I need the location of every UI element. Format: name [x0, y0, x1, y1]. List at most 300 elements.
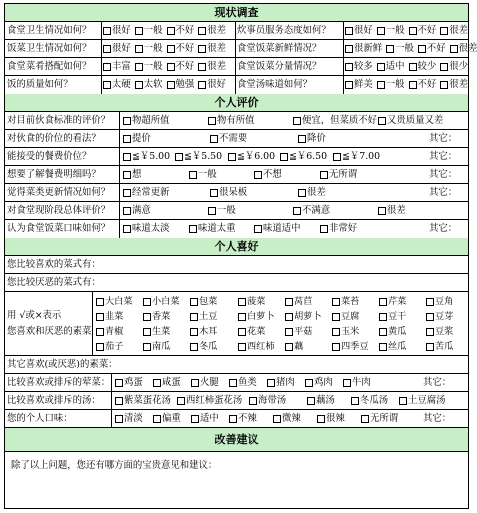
vegetable-option[interactable] — [143, 310, 170, 323]
vegetable-option[interactable] — [379, 295, 406, 308]
taste-option[interactable] — [273, 414, 301, 423]
vegetable-name: 豆干 — [388, 310, 407, 322]
option-label: 鱼类 — [238, 376, 257, 388]
vegetable-row — [92, 295, 468, 308]
checkbox[interactable] — [426, 328, 434, 336]
checkbox[interactable] — [123, 153, 131, 161]
vegetable-option[interactable] — [96, 325, 123, 338]
status-option[interactable] — [377, 26, 405, 35]
checkbox[interactable] — [175, 153, 183, 161]
status-options-left — [101, 22, 235, 39]
vegetable-name: 冬瓜 — [199, 340, 218, 352]
option-label: 丰富 — [112, 60, 131, 72]
checkbox[interactable] — [345, 45, 353, 53]
option-label: 牛肉 — [352, 376, 371, 388]
other-vegetables-row[interactable] — [5, 356, 468, 374]
evaluation-question: 能接受的餐费价位？ — [7, 150, 92, 162]
vegetable-name: 胡萝卜 — [294, 310, 322, 322]
meat-option[interactable] — [305, 378, 333, 387]
checkbox[interactable] — [377, 27, 385, 35]
vegetable-name: 豆浆 — [435, 325, 454, 337]
vegetable-option[interactable] — [190, 325, 217, 338]
status-option[interactable] — [103, 26, 131, 35]
vegetable-grid — [92, 292, 468, 356]
vegetable-name: 豆芽 — [435, 310, 454, 322]
checkbox[interactable] — [198, 45, 206, 53]
checkbox[interactable] — [103, 27, 111, 35]
option-label: 一般 — [143, 24, 163, 36]
checkbox[interactable] — [96, 298, 104, 306]
status-option[interactable] — [345, 44, 382, 53]
checkbox[interactable] — [298, 135, 306, 143]
status-question-left: 食堂卫生情况如何？ — [7, 24, 92, 36]
checkbox[interactable] — [285, 313, 293, 321]
option-label: 无所谓 — [329, 168, 358, 180]
checkbox[interactable] — [254, 225, 262, 233]
vegetable-name: 豆角 — [435, 295, 454, 307]
evaluation-option[interactable] — [210, 134, 247, 143]
status-option[interactable] — [409, 26, 437, 35]
checkbox[interactable] — [332, 328, 340, 336]
checkbox[interactable] — [280, 153, 288, 161]
vegetable-option[interactable] — [96, 310, 123, 323]
checkbox[interactable] — [190, 328, 198, 336]
evaluation-option[interactable] — [293, 206, 330, 215]
meat-option[interactable] — [343, 378, 371, 387]
option-label: 不好 — [417, 79, 437, 91]
checkbox[interactable] — [332, 298, 340, 306]
checkbox[interactable] — [267, 379, 275, 387]
option-label: 经常更新 — [132, 186, 170, 198]
suggestion-prompt: 除了以上问题，您还有哪方面的宝贵意见和建议： — [11, 460, 218, 471]
evaluation-option[interactable] — [378, 116, 443, 125]
checkbox[interactable] — [177, 397, 185, 405]
checkbox[interactable] — [123, 171, 131, 179]
taste-option[interactable] — [361, 414, 398, 423]
checkbox[interactable] — [208, 207, 216, 215]
evaluation-options — [119, 112, 468, 129]
checkbox[interactable] — [135, 81, 143, 89]
checkbox[interactable] — [135, 63, 143, 71]
vegetable-name: 木耳 — [199, 325, 218, 337]
option-label: 降价 — [307, 132, 326, 144]
checkbox[interactable] — [153, 415, 161, 423]
checkbox[interactable] — [229, 379, 237, 387]
meat-option[interactable] — [191, 378, 219, 387]
checkbox[interactable] — [378, 207, 386, 215]
checkbox[interactable] — [96, 328, 104, 336]
soup-option[interactable] — [177, 396, 242, 405]
checkbox[interactable] — [379, 343, 387, 351]
evaluation-option[interactable] — [333, 152, 380, 161]
vegetable-option[interactable] — [96, 295, 133, 308]
checkbox[interactable] — [189, 171, 197, 179]
option-label: 物有所值 — [217, 114, 255, 126]
status-option[interactable] — [409, 80, 437, 89]
checkbox[interactable] — [377, 63, 385, 71]
option-label: 鲜美 — [354, 79, 373, 91]
checkbox[interactable] — [379, 298, 387, 306]
vegetable-option[interactable] — [426, 340, 453, 353]
evaluation-options — [119, 130, 468, 147]
checkbox[interactable] — [386, 45, 394, 53]
evaluation-option[interactable] — [123, 152, 170, 161]
option-label: 很少 — [449, 60, 469, 72]
evaluation-option[interactable] — [208, 116, 255, 125]
checkbox[interactable] — [426, 343, 434, 351]
vegetable-option[interactable] — [285, 325, 312, 338]
status-option[interactable] — [377, 62, 405, 71]
taste-option[interactable] — [229, 414, 257, 423]
vegetable-option[interactable] — [332, 325, 359, 338]
vegetable-option[interactable] — [379, 325, 406, 338]
checkbox[interactable] — [198, 63, 206, 71]
vegetable-option[interactable] — [332, 310, 359, 323]
soup-options — [111, 392, 468, 409]
checkbox[interactable] — [189, 225, 197, 233]
evaluation-option[interactable] — [123, 116, 170, 125]
checkbox[interactable] — [440, 63, 448, 71]
liked-dishes-label: 您比较喜欢的菜式有： — [7, 258, 101, 270]
taste-option[interactable] — [191, 414, 219, 423]
status-options-left — [101, 40, 235, 57]
checkbox[interactable] — [399, 397, 407, 405]
vegetable-name: 土豆 — [199, 310, 218, 322]
status-option[interactable] — [377, 80, 405, 89]
checkbox[interactable] — [143, 313, 151, 321]
evaluation-option[interactable] — [210, 188, 247, 197]
status-option[interactable] — [167, 44, 195, 53]
checkbox[interactable] — [426, 298, 434, 306]
checkbox[interactable] — [123, 207, 131, 215]
soup-option[interactable] — [307, 396, 335, 405]
checkbox[interactable] — [190, 313, 198, 321]
evaluation-option[interactable] — [123, 170, 141, 179]
status-option[interactable] — [440, 26, 468, 35]
checkbox[interactable] — [229, 415, 237, 423]
checkbox[interactable] — [379, 313, 387, 321]
checkbox[interactable] — [115, 397, 123, 405]
status-option[interactable] — [103, 80, 131, 89]
evaluation-option[interactable] — [228, 152, 275, 161]
meat-option[interactable] — [115, 378, 143, 387]
checkbox[interactable] — [440, 81, 448, 89]
checkbox[interactable] — [123, 189, 131, 197]
checkbox[interactable] — [293, 117, 301, 125]
checkbox[interactable] — [103, 63, 111, 71]
option-label: 很差 — [449, 79, 469, 91]
checkbox[interactable] — [345, 81, 353, 89]
vegetable-name: 四季豆 — [341, 340, 369, 352]
evaluation-option[interactable] — [254, 170, 282, 179]
status-option[interactable] — [135, 44, 163, 53]
evaluation-option[interactable] — [254, 224, 301, 233]
soup-option[interactable] — [399, 396, 446, 405]
other-label: 其它： — [429, 186, 458, 198]
evaluation-row — [5, 220, 468, 238]
checkbox[interactable] — [418, 45, 426, 53]
meat-option[interactable] — [153, 378, 181, 387]
suggestion-area[interactable] — [5, 452, 468, 508]
status-option[interactable] — [386, 44, 414, 53]
evaluation-question: 觉得菜类更新情况如何？ — [7, 186, 111, 198]
checkbox[interactable] — [115, 415, 123, 423]
soup-option[interactable] — [249, 396, 286, 405]
checkbox[interactable] — [96, 313, 104, 321]
evaluation-option[interactable] — [298, 134, 326, 143]
option-label: 太软 — [143, 79, 163, 91]
vegetable-label-line1: 用 √或×表示 — [7, 310, 62, 321]
evaluation-option[interactable] — [123, 224, 170, 233]
checkbox[interactable] — [123, 135, 131, 143]
checkbox[interactable] — [210, 189, 218, 197]
vegetable-row — [92, 340, 468, 353]
evaluation-option[interactable] — [378, 206, 406, 215]
evaluation-option[interactable] — [123, 134, 151, 143]
checkbox[interactable] — [191, 379, 199, 387]
checkbox[interactable] — [273, 415, 281, 423]
option-label: 一般 — [143, 42, 163, 54]
checkbox[interactable] — [228, 153, 236, 161]
checkbox[interactable] — [167, 63, 175, 71]
other-label: 其它： — [429, 223, 458, 235]
checkbox[interactable] — [191, 415, 199, 423]
checkbox[interactable] — [123, 117, 131, 125]
checkbox[interactable] — [103, 45, 111, 53]
evaluation-option[interactable] — [189, 170, 217, 179]
checkbox[interactable] — [317, 415, 325, 423]
status-question-left: 食堂菜肴搭配如何？ — [7, 60, 92, 72]
status-option[interactable] — [440, 62, 468, 71]
taste-option[interactable] — [115, 414, 143, 423]
vegetable-option[interactable] — [190, 310, 217, 323]
taste-option[interactable] — [317, 414, 345, 423]
checkbox[interactable] — [103, 81, 111, 89]
checkbox[interactable] — [293, 207, 301, 215]
status-option[interactable] — [198, 80, 226, 89]
option-label: 想 — [132, 168, 142, 180]
option-label: 很好 — [207, 79, 227, 91]
status-option[interactable] — [345, 62, 373, 71]
checkbox[interactable] — [440, 27, 448, 35]
vegetable-row — [92, 310, 468, 323]
checkbox[interactable] — [307, 397, 315, 405]
vegetable-option[interactable] — [238, 340, 275, 353]
checkbox[interactable] — [305, 379, 313, 387]
checkbox[interactable] — [238, 313, 246, 321]
checkbox[interactable] — [190, 298, 198, 306]
checkbox[interactable] — [298, 189, 306, 197]
vegetable-name: 白萝卜 — [247, 310, 275, 322]
checkbox[interactable] — [143, 328, 151, 336]
checkbox[interactable] — [285, 343, 293, 351]
vegetable-row — [92, 325, 468, 338]
checkbox[interactable] — [345, 27, 353, 35]
evaluation-row — [5, 148, 468, 166]
checkbox[interactable] — [361, 415, 369, 423]
evaluation-option[interactable] — [175, 152, 222, 161]
checkbox[interactable] — [378, 117, 386, 125]
checkbox[interactable] — [210, 135, 218, 143]
checkbox[interactable] — [167, 45, 175, 53]
vegetable-option[interactable] — [285, 310, 322, 323]
option-label: 很差 — [207, 24, 227, 36]
vegetable-name: 生菜 — [152, 325, 171, 337]
vegetable-option[interactable] — [285, 340, 303, 353]
vegetable-option[interactable] — [143, 295, 180, 308]
evaluation-option[interactable] — [298, 188, 326, 197]
status-option[interactable] — [409, 62, 437, 71]
vegetable-label-line2: 您喜欢和厌恶的素菜 — [7, 326, 92, 337]
evaluation-option[interactable] — [320, 224, 357, 233]
checkbox[interactable] — [167, 27, 175, 35]
vegetable-option[interactable] — [96, 340, 123, 353]
option-label: 不好 — [175, 42, 195, 54]
checkbox[interactable] — [320, 171, 328, 179]
checkbox[interactable] — [254, 171, 262, 179]
status-option[interactable] — [167, 26, 195, 35]
option-label: 太硬 — [112, 79, 131, 91]
option-label: 海带汤 — [258, 394, 287, 406]
option-label: 很差 — [207, 42, 227, 54]
checkbox[interactable] — [351, 397, 359, 405]
status-option[interactable] — [345, 26, 373, 35]
status-option[interactable] — [440, 80, 468, 89]
checkbox[interactable] — [409, 27, 417, 35]
checkbox[interactable] — [343, 379, 351, 387]
checkbox[interactable] — [450, 45, 458, 53]
status-option[interactable] — [167, 80, 195, 89]
vegetable-option[interactable] — [379, 340, 406, 353]
checkbox[interactable] — [238, 343, 246, 351]
vegetable-option[interactable] — [238, 295, 265, 308]
evaluation-option[interactable] — [320, 170, 357, 179]
checkbox[interactable] — [96, 343, 104, 351]
checkbox[interactable] — [285, 298, 293, 306]
taste-option[interactable] — [153, 414, 181, 423]
status-option[interactable] — [198, 26, 226, 35]
other-label: 其它： — [423, 412, 452, 424]
checkbox[interactable] — [409, 63, 417, 71]
option-label: ≦￥6.50 — [289, 150, 328, 162]
checkbox[interactable] — [332, 343, 340, 351]
vegetable-option[interactable] — [332, 340, 369, 353]
option-label: 无所谓 — [370, 412, 399, 424]
vegetable-option[interactable] — [238, 310, 275, 323]
vegetable-grid-label — [5, 292, 92, 356]
option-label: 适中 — [385, 60, 405, 72]
option-label: 很好 — [112, 42, 131, 54]
survey-form — [4, 3, 477, 509]
checkbox[interactable] — [345, 63, 353, 71]
checkbox[interactable] — [320, 225, 328, 233]
checkbox[interactable] — [198, 27, 206, 35]
checkbox[interactable] — [426, 313, 434, 321]
disliked-dishes-row[interactable] — [5, 274, 468, 292]
soup-option[interactable] — [115, 396, 171, 405]
vegetable-option[interactable] — [285, 295, 312, 308]
checkbox[interactable] — [249, 397, 257, 405]
option-label: 不好 — [417, 24, 437, 36]
checkbox[interactable] — [379, 328, 387, 336]
option-label: 很差 — [449, 24, 469, 36]
evaluation-option[interactable] — [123, 188, 170, 197]
option-label: 一般 — [385, 24, 405, 36]
evaluation-options — [119, 148, 468, 165]
vegetable-option[interactable] — [426, 310, 453, 323]
checkbox[interactable] — [198, 81, 206, 89]
status-option[interactable] — [167, 62, 195, 71]
vegetable-option[interactable] — [143, 325, 170, 338]
option-label: 很差 — [307, 186, 326, 198]
checkbox[interactable] — [135, 45, 143, 53]
status-option[interactable] — [135, 62, 163, 71]
status-option[interactable] — [135, 26, 163, 35]
vegetable-name: 青椒 — [105, 325, 124, 337]
evaluation-option[interactable] — [208, 206, 236, 215]
evaluation-option[interactable] — [280, 152, 327, 161]
vegetable-option[interactable] — [238, 325, 265, 338]
vegetable-option[interactable] — [143, 340, 170, 353]
evaluation-option[interactable] — [189, 224, 236, 233]
checkbox[interactable] — [115, 379, 123, 387]
checkbox[interactable] — [377, 81, 385, 89]
checkbox[interactable] — [153, 379, 161, 387]
status-option[interactable] — [345, 80, 373, 89]
status-option[interactable] — [103, 62, 131, 71]
status-options-left — [101, 76, 235, 94]
liked-dishes-row[interactable] — [5, 256, 468, 274]
checkbox[interactable] — [167, 81, 175, 89]
checkbox[interactable] — [332, 313, 340, 321]
checkbox[interactable] — [135, 27, 143, 35]
status-option[interactable] — [418, 44, 446, 53]
vegetable-option[interactable] — [426, 295, 453, 308]
soup-question: 比较喜欢或排斥的汤： — [7, 394, 101, 406]
soup-option[interactable] — [351, 396, 388, 405]
checkbox[interactable] — [238, 298, 246, 306]
checkbox[interactable] — [143, 298, 151, 306]
vegetable-option[interactable] — [190, 295, 217, 308]
status-option[interactable] — [198, 62, 226, 71]
checkbox[interactable] — [190, 343, 198, 351]
checkbox[interactable] — [409, 81, 417, 89]
vegetable-option[interactable] — [379, 310, 406, 323]
checkbox[interactable] — [143, 343, 151, 351]
option-label: 偏重 — [162, 412, 181, 424]
checkbox[interactable] — [123, 225, 131, 233]
vegetable-option[interactable] — [426, 325, 453, 338]
checkbox[interactable] — [333, 153, 341, 161]
meat-option[interactable] — [267, 378, 295, 387]
evaluation-question: 想要了解餐费明细吗？ — [7, 168, 101, 180]
checkbox[interactable] — [285, 328, 293, 336]
status-row — [5, 40, 477, 58]
status-option[interactable] — [135, 80, 163, 89]
checkbox[interactable] — [208, 117, 216, 125]
option-label: 土豆腐汤 — [408, 394, 446, 406]
vegetable-option[interactable] — [332, 295, 359, 308]
status-option[interactable] — [198, 44, 226, 53]
checkbox[interactable] — [238, 328, 246, 336]
meat-option[interactable] — [229, 378, 257, 387]
status-option[interactable] — [450, 44, 477, 53]
evaluation-options — [119, 202, 468, 219]
evaluation-option[interactable] — [293, 116, 377, 125]
status-option[interactable] — [103, 44, 131, 53]
evaluation-option[interactable] — [123, 206, 151, 215]
vegetable-option[interactable] — [190, 340, 217, 353]
